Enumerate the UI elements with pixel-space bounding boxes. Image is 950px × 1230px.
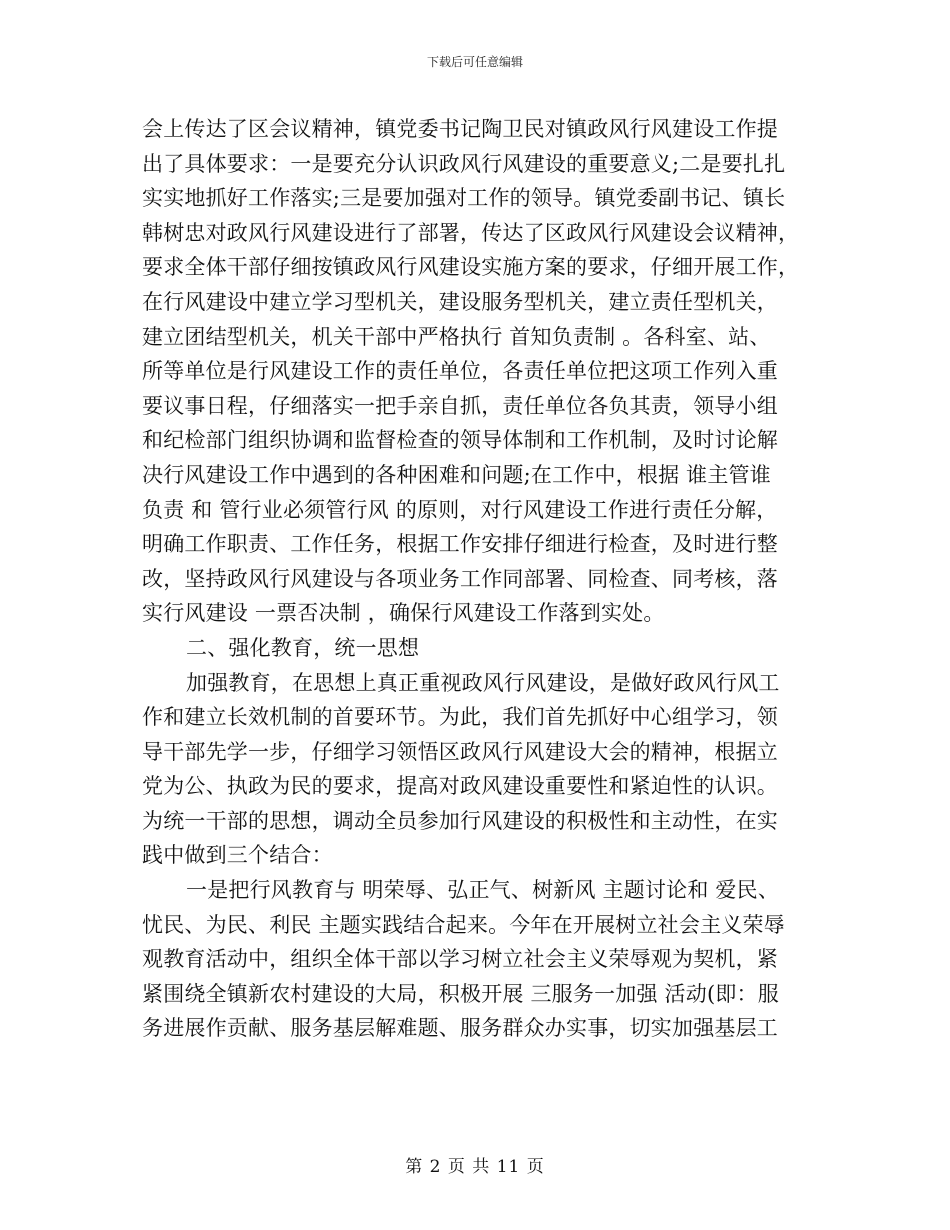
- text-line: 实实地抓好工作落实;三是要加强对工作的领导。镇党委副书记、镇长: [142, 186, 786, 211]
- text-line: 会上传达了区会议精神，镇党委书记陶卫民对镇政风行风建设工作提: [142, 117, 778, 141]
- text-line: 改，坚持政风行风建设与各项业务工作同部署、同检查、同考核，落: [142, 566, 778, 591]
- text-line: 建立团结型机关，机关干部中严格执行 首知负责制 。各科室、站、: [142, 324, 771, 349]
- text-line: 紧围绕全镇新农村建设的大局，积极开展 三服务一加强 活动(即：服: [142, 981, 779, 1006]
- page-footer: 第 2 页 共 11 页: [405, 1157, 545, 1177]
- text-line: 加强教育，在思想上真正重视政风行风建设，是做好政风行风工: [186, 670, 780, 695]
- text-line: 和纪检部门组织协调和监督检查的领导体制和工作机制，及时讨论解: [142, 428, 778, 453]
- text-line: 务进展作贡献、服务基层解难题、服务群众办实事，切实加强基层工: [142, 1016, 778, 1041]
- text-line: 践中做到三个结合：: [142, 843, 333, 868]
- section-heading: 二、强化教育，统一思想: [186, 635, 420, 660]
- text-line: 为统一干部的思想，调动全员参加行风建设的积极性和主动性，在实: [142, 808, 778, 833]
- text-line: 一是把行风教育与 明荣辱、弘正气、树新风 主题讨论和 爱民、: [186, 878, 780, 903]
- text-line: 要求全体干部仔细按镇政风行风建设实施方案的要求，仔细开展工作，: [142, 255, 800, 280]
- body-text: [142, 112, 810, 1046]
- text-line: 要议事日程，仔细落实一把手亲自抓，责任单位各负其责，领导小组: [142, 393, 778, 418]
- text-line: 观教育活动中，组织全体干部以学习树立社会主义荣辱观为契机，紧: [142, 947, 778, 972]
- text-line: 实行风建设 一票否决制 ，确保行风建设工作落到实处。: [142, 601, 665, 626]
- text-line: 明确工作职责、工作任务，根据工作安排仔细进行检查，及时进行整: [142, 532, 778, 557]
- text-line: 导干部先学一步，仔细学习领悟区政风行风建设大会的精神，根据立: [142, 739, 778, 764]
- page-header: 下载后可任意编辑: [426, 55, 523, 69]
- text-line: 作和建立长效机制的首要环节。为此，我们首先抓好中心组学习，领: [142, 705, 778, 730]
- text-line: 所等单位是行风建设工作的责任单位，各责任单位把这项工作列入重: [142, 359, 778, 384]
- text-line: 在行风建设中建立学习型机关，建设服务型机关，建立责任型机关，: [142, 289, 778, 314]
- text-line: 决行风建设工作中遇到的各种困难和问题;在工作中，根据 谁主管谁: [142, 462, 771, 487]
- text-line: 忧民、为民、利民 主题实践结合起来。今年在开展树立社会主义荣辱: [142, 912, 785, 937]
- text-line: 党为公、执政为民的要求，提高对政风建设重要性和紧迫性的认识。: [142, 774, 778, 799]
- text-line: 出了具体要求：一是要充分认识政风行风建设的重要意义;二是要扎扎: [142, 151, 786, 176]
- text-line: 韩树忠对政风行风建设进行了部署，传达了区政风行风建设会议精神，: [142, 220, 800, 245]
- text-line: 负责 和 管行业必须管行风 的原则，对行风建设工作进行责任分解，: [142, 497, 778, 522]
